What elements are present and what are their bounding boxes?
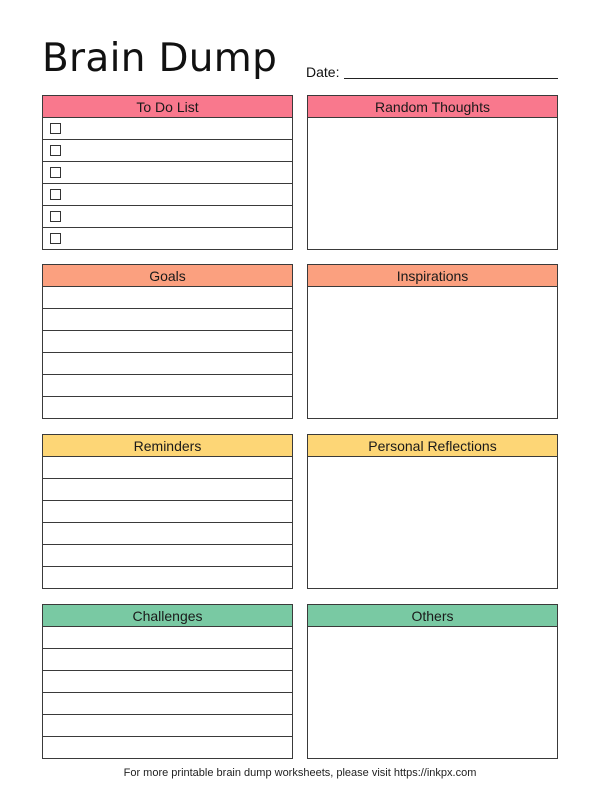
inspirations-header: Inspirations	[308, 265, 557, 287]
lined-row[interactable]	[43, 649, 292, 671]
lined-row[interactable]	[43, 479, 292, 501]
lined-row[interactable]	[43, 523, 292, 545]
random-thoughts-box[interactable]	[307, 95, 558, 250]
todo-item-row[interactable]	[43, 140, 292, 162]
date-label: Date:	[306, 64, 340, 80]
challenges-header: Challenges	[43, 605, 292, 627]
inspirations-box[interactable]	[307, 264, 558, 419]
lined-row[interactable]	[43, 737, 292, 759]
checkbox[interactable]	[50, 145, 61, 156]
todo-list-box	[42, 95, 293, 250]
reminders-rows	[43, 457, 292, 589]
lined-row[interactable]	[43, 457, 292, 479]
lined-row[interactable]	[43, 331, 292, 353]
todo-item-row[interactable]	[43, 118, 292, 140]
lined-row[interactable]	[43, 397, 292, 419]
lined-row[interactable]	[43, 309, 292, 331]
lined-row[interactable]	[43, 287, 292, 309]
todo-item-row[interactable]	[43, 206, 292, 228]
checkbox[interactable]	[50, 167, 61, 178]
date-field-line[interactable]	[344, 78, 558, 79]
checkbox[interactable]	[50, 189, 61, 200]
lined-row[interactable]	[43, 545, 292, 567]
reminders-header: Reminders	[43, 435, 292, 457]
lined-row[interactable]	[43, 501, 292, 523]
lined-row[interactable]	[43, 375, 292, 397]
reminders-box	[42, 434, 293, 589]
page-title: Brain Dump	[42, 36, 278, 81]
goals-rows	[43, 287, 292, 419]
footer-note: For more printable brain dump worksheets, please visit https://inkpx.com	[123, 767, 477, 779]
todo-item-row[interactable]	[43, 228, 292, 250]
todo-list-rows	[43, 118, 292, 250]
goals-header: Goals	[43, 265, 292, 287]
personal-reflections-header: Personal Reflections	[308, 435, 557, 457]
lined-row[interactable]	[43, 671, 292, 693]
todo-list-header: To Do List	[43, 96, 292, 118]
challenges-rows	[43, 627, 292, 759]
todo-item-row[interactable]	[43, 184, 292, 206]
checkbox[interactable]	[50, 123, 61, 134]
lined-row[interactable]	[43, 715, 292, 737]
lined-row[interactable]	[43, 627, 292, 649]
lined-row[interactable]	[43, 567, 292, 589]
checkbox[interactable]	[50, 233, 61, 244]
todo-item-row[interactable]	[43, 162, 292, 184]
lined-row[interactable]	[43, 353, 292, 375]
personal-reflections-box[interactable]	[307, 434, 558, 589]
challenges-box	[42, 604, 293, 759]
goals-box	[42, 264, 293, 419]
lined-row[interactable]	[43, 693, 292, 715]
checkbox[interactable]	[50, 211, 61, 222]
others-box[interactable]	[307, 604, 558, 759]
random-thoughts-header: Random Thoughts	[308, 96, 557, 118]
others-header: Others	[308, 605, 557, 627]
